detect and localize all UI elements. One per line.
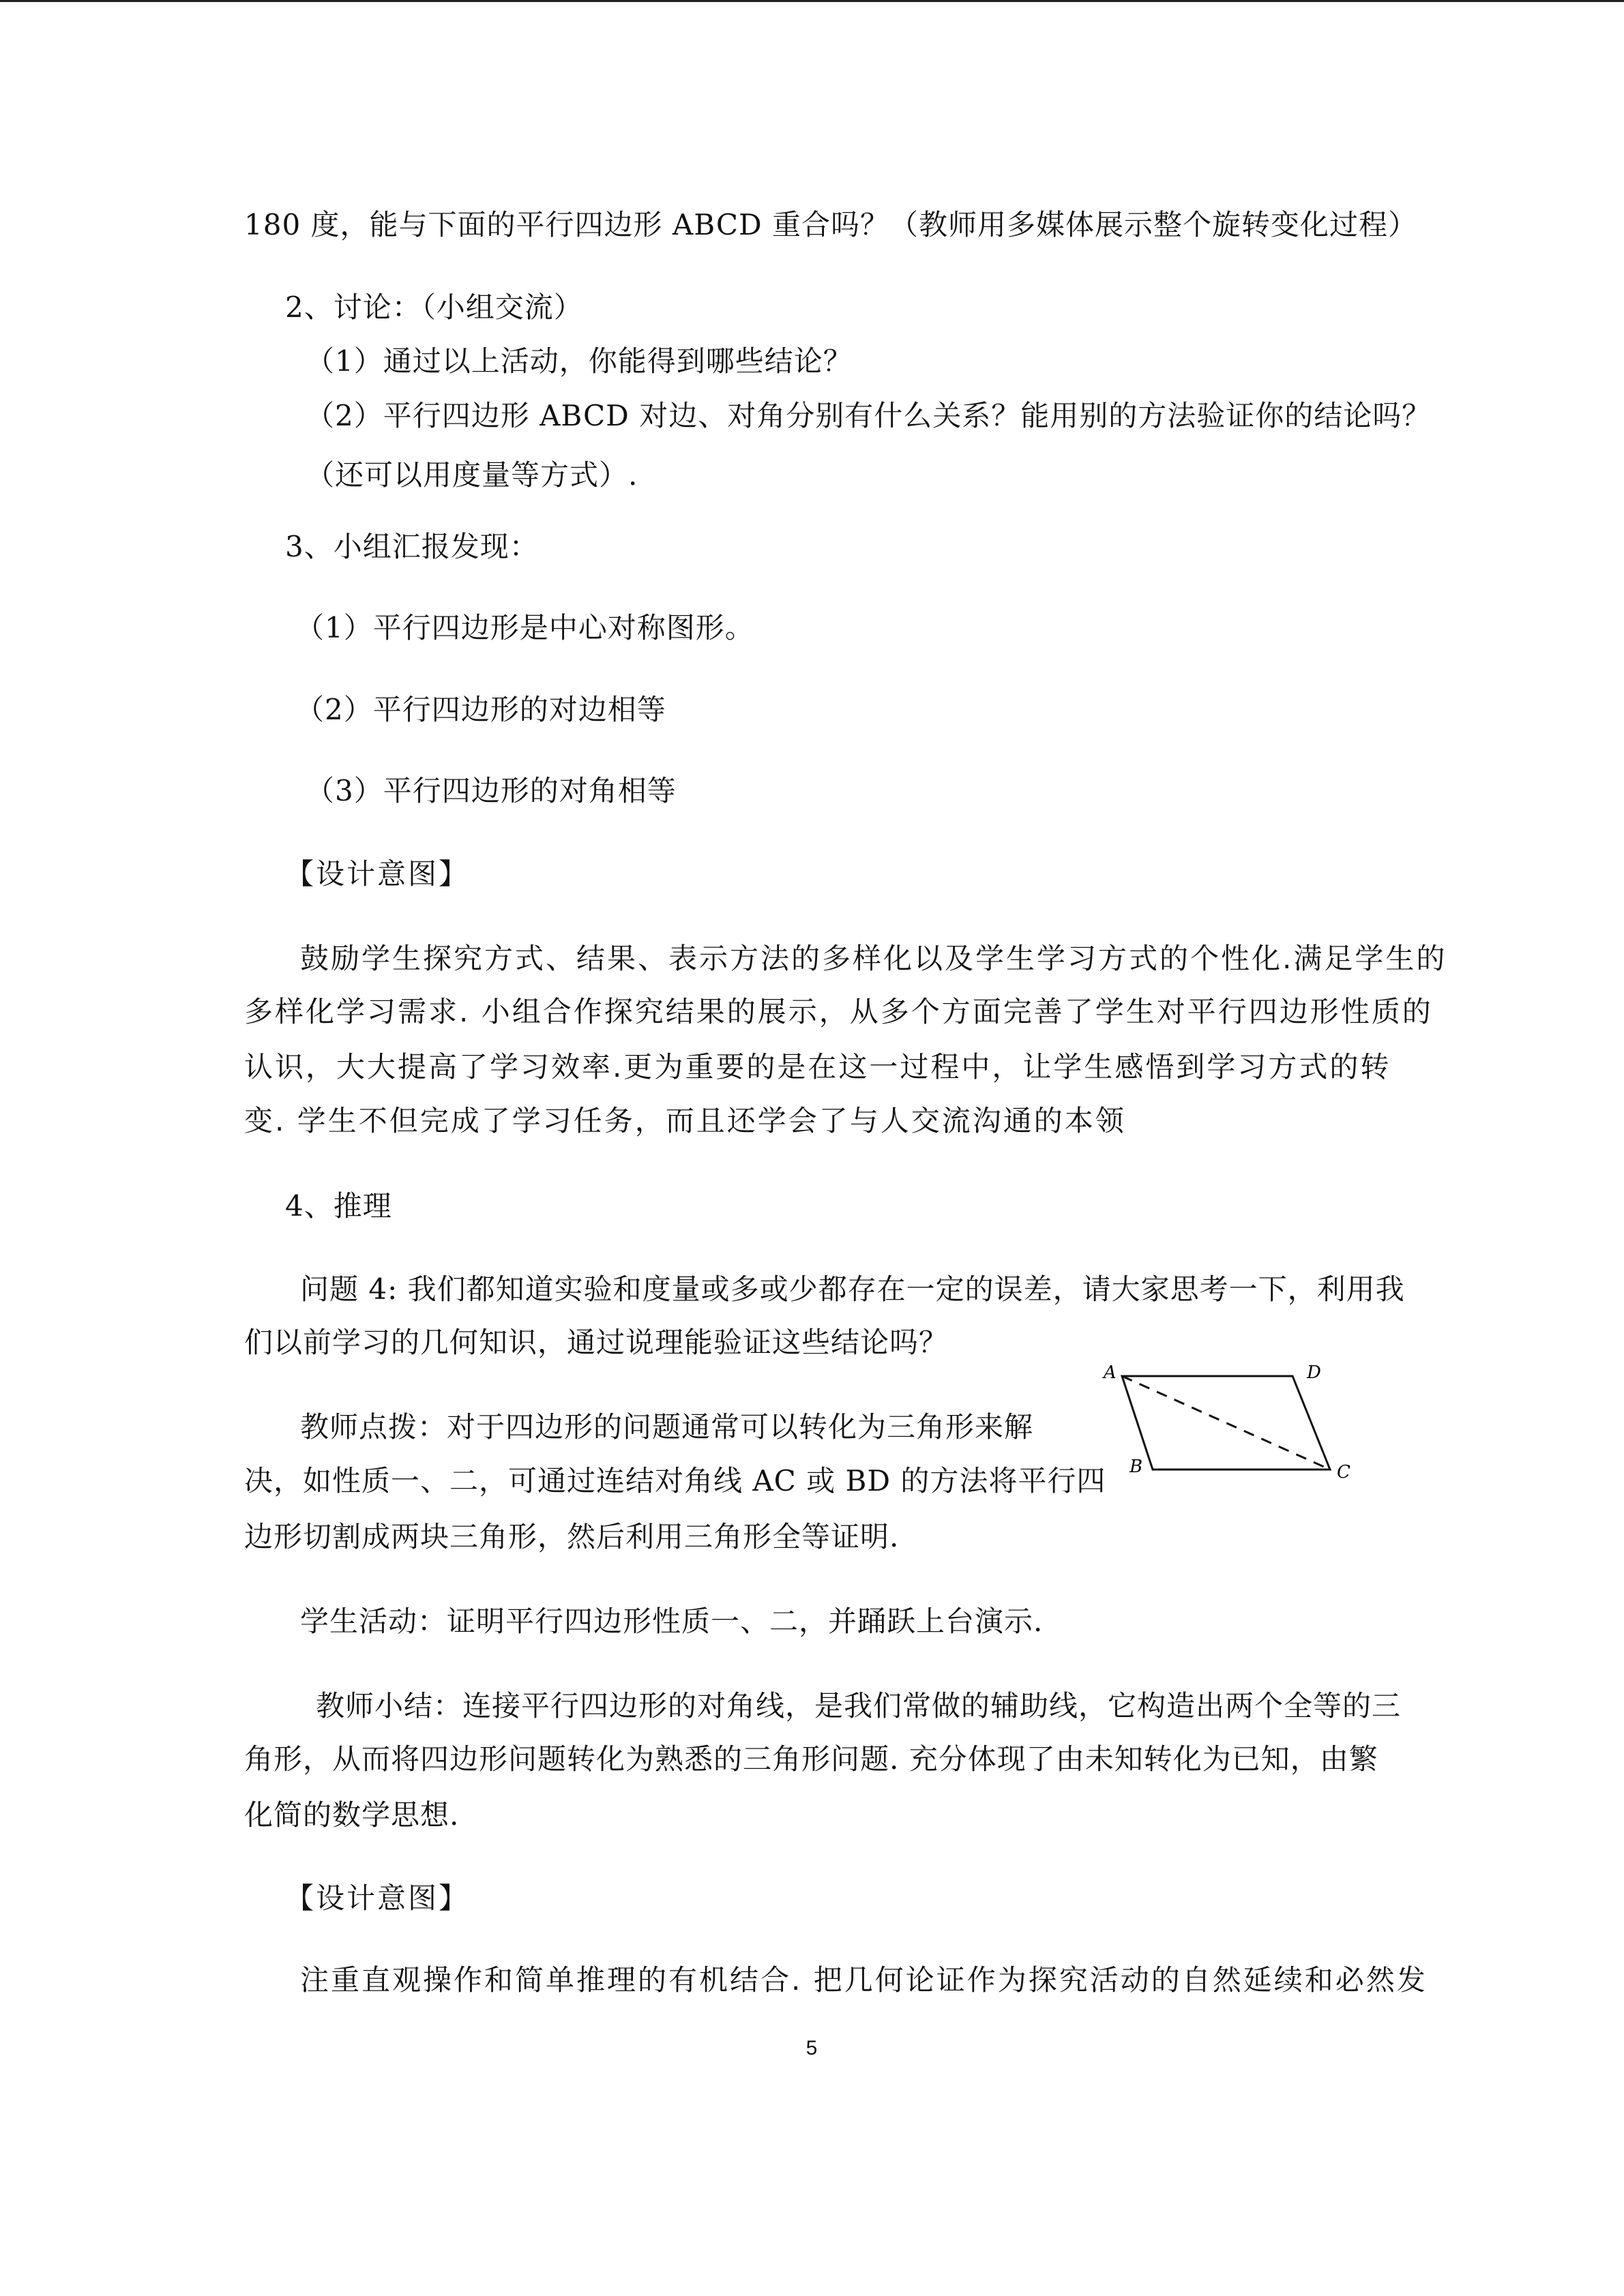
teacher-hint-line-1: 教师点拨：对于四边形的问题通常可以转化为三角形来解: [300, 1410, 1034, 1444]
discussion-question-1: （1）通过以上活动，你能得到哪些结论？: [306, 344, 853, 378]
vertex-label-d: D: [1307, 1362, 1321, 1383]
question-4-line-1: 问题 4: 我们都知道实验和度量或多或少都存在一定的误差，请大家思考一下，利用我: [300, 1272, 1405, 1306]
vertex-label-c: C: [1337, 1462, 1350, 1482]
design-intent-2-line-1: 注重直观操作和简单推理的有机结合. 把几何论证作为探究活动的自然延续和必然发: [300, 1963, 1428, 1997]
design-intent-1-line-4: 变. 学生不但完成了学习任务，而且还学会了与人交流沟通的本领: [244, 1104, 1126, 1137]
teacher-summary-line-2: 角形，从而将四边形问题转化为熟悉的三角形问题. 充分体现了由未知转化为已知，由繁: [244, 1742, 1378, 1776]
teacher-hint-line-2: 决，如性质一、二，可通过连结对角线 AC 或 BD 的方法将平行四: [244, 1464, 1106, 1497]
question-4-line-2: 们以前学习的几何知识，通过说理能验证这些结论吗？: [244, 1326, 949, 1359]
discussion-question-2: （2）平行四边形 ABCD 对边、对角分别有什么关系？能用别的方法验证你的结论吗？: [306, 399, 1432, 432]
paragraph-rotation-question: 180 度，能与下面的平行四边形 ABCD 重合吗？（教师用多媒体展示整个旋转变化过程）: [244, 208, 1418, 241]
finding-3: （3）平行四边形的对角相等: [306, 774, 677, 807]
vertex-label-b: B: [1130, 1457, 1143, 1477]
top-border: [0, 0, 1624, 2]
design-intent-heading-2: 【设计意图】: [285, 1881, 470, 1915]
discussion-question-3: （还可以用度量等方式）.: [306, 458, 638, 492]
page-number: 5: [806, 2037, 818, 2059]
parallelogram-diagram: [1098, 1354, 1357, 1490]
design-intent-1-line-2: 多样化学习需求. 小组合作探究结果的展示，从多个方面完善了学生对平行四边形性质的: [244, 995, 1433, 1028]
design-intent-1-line-1: 鼓励学生探究方式、结果、表示方法的多样化以及学生学习方式的个性化.满足学生的: [300, 942, 1447, 975]
parallelogram-figure: [1098, 1354, 1357, 1490]
design-intent-1-line-3: 认识，大大提高了学习效率.更为重要的是在这一过程中，让学生感悟到学习方式的转: [244, 1050, 1391, 1084]
teacher-summary-line-3: 化简的数学思想.: [244, 1798, 460, 1832]
finding-1: （1）平行四边形是中心对称图形。: [295, 611, 754, 644]
discussion-heading: 2、讨论：（小组交流）: [285, 290, 583, 324]
vertex-label-a: A: [1104, 1362, 1117, 1383]
teacher-summary-line-1: 教师小结：连接平行四边形的对角线，是我们常做的辅助线，它构造出两个全等的三: [316, 1689, 1402, 1723]
finding-2: （2）平行四边形的对边相等: [295, 693, 666, 726]
design-intent-heading-1: 【设计意图】: [285, 857, 470, 891]
teacher-hint-line-3: 边形切割成两块三角形，然后利用三角形全等证明.: [244, 1520, 900, 1553]
report-heading: 3、小组汇报发现：: [285, 530, 539, 563]
reasoning-heading: 4、推理: [285, 1189, 392, 1223]
student-activity: 学生活动：证明平行四边形性质一、二，并踊跃上台演示.: [300, 1605, 1044, 1638]
